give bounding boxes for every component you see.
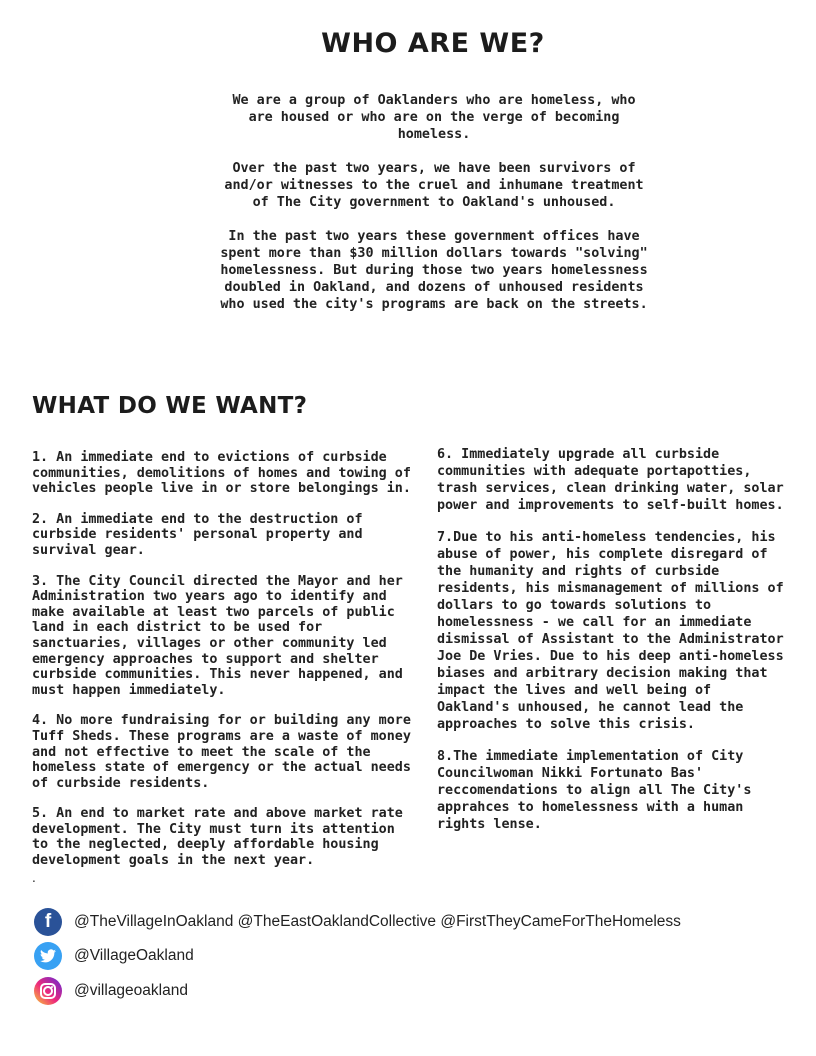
demand-item: 4. No more fundraising for or building any more Tuff Sheds. These programs are a waste of money and not effective to meet the scale of the homeless state of emergency or the actual needs of curbside residents.	[32, 713, 411, 791]
twitter-bird-icon	[40, 949, 56, 963]
instagram-camera-glyph	[40, 983, 56, 999]
demand-item: 8.The immediate implementation of City Councilwoman Nikki Fortunato Bas' reccomendations to align all The City's apprahces to homelessness with a human rights lense.	[437, 749, 752, 832]
intro-paragraph: Over the past two years, we have been survivors of and/or witnesses to the cruel and inhumane treatment of The City government to Oakland's unhoused.	[224, 161, 644, 210]
instagram-icon[interactable]	[34, 977, 62, 1005]
demand-item: 5. An end to market rate and above market rate development. The City must turn its attention to the neglected, deeply affordable housing development goals in the next year.	[32, 806, 403, 869]
demand-item: 7.Due to his anti-homeless tendencies, his abuse of power, his complete disregard of the humanity and rights of curbside residents, his mismanagement of millions of dollars to go towards solutions to homelessness - we call for an immediate dismissal of Assistant to the Administrator Joe De Vries. Due to his deep anti-homeless biases and arbitrary decision making that impact the lives and well being of Oakland's unhoused, he cannot lead the approaches to solve this crisis.	[437, 530, 784, 732]
trailing-mark: .	[32, 871, 36, 885]
social-row-facebook	[34, 907, 681, 937]
demand-item: 1. An immediate end to evictions of curbside communities, demolitions of homes and towing of vehicles people live in or store belongings in.	[32, 450, 411, 497]
demands-left-column	[32, 450, 417, 884]
demands-right-column	[437, 446, 787, 848]
social-row-twitter	[34, 941, 194, 971]
twitter-icon[interactable]	[34, 942, 62, 970]
demand-item: 6. Immediately upgrade all curbside communities with adequate portapotties, trash services, clean drinking water, solar power and improvements to self-built homes.	[437, 447, 784, 513]
twitter-handle[interactable]: @VillageOakland	[74, 947, 194, 964]
facebook-icon[interactable]: f	[34, 908, 62, 936]
facebook-handles[interactable]: @TheVillageInOakland @TheEastOaklandCollective @FirstTheyCameForTheHomeless	[74, 913, 681, 930]
instagram-handle[interactable]: @villageoakland	[74, 982, 188, 999]
intro-section	[218, 92, 650, 330]
demand-item: 3. The City Council directed the Mayor and her Administration two years ago to identify and make available at least two parcels of public land in each district to be used for sanctuaries, villages or other community led emergency approaches to support and shelter curbside communities. This never happened, and must happen immediately.	[32, 573, 403, 698]
intro-paragraph: We are a group of Oaklanders who are homeless, who are housed or who are on the verge of becoming homeless.	[232, 93, 636, 142]
social-row-instagram	[34, 976, 188, 1006]
demand-item: 2. An immediate end to the destruction of curbside residents' personal property and survival gear.	[32, 511, 363, 558]
intro-paragraph: In the past two years these government offices have spent more than $30 million dollars towards "solving" homelessness. But during those two years homelessness doubled in Oakland, and dozens of unhoused residents who used the city's programs are back on the streets.	[220, 229, 648, 312]
page-title: WHO ARE WE?	[321, 28, 545, 59]
demands-title: WHAT DO WE WANT?	[32, 393, 308, 419]
